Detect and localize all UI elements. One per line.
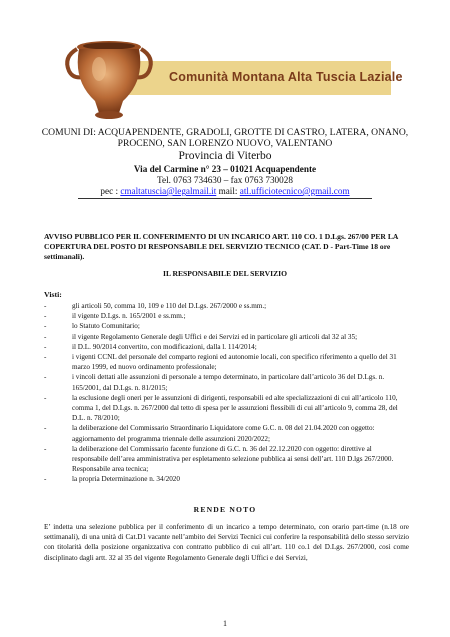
responsabile-heading: IL RESPONSABILE DEL SERVIZIO	[162, 269, 288, 278]
rende-noto-heading: RENDE NOTO	[193, 505, 257, 514]
list-item: - gli articoli 50, comma 10, 109 e 110 del D.Lgs. 267/2000 e ss.mm.;	[44, 302, 267, 310]
header-divider	[78, 198, 372, 199]
list-item-text: i vigenti CCNL del personale del comparto regioni ed autonomie locali, con specifico riferimento a quello del 31 marzo 1999, ed nuovo ordinamento professionale;	[72, 353, 397, 372]
list-item-text: la deliberazione del Commissario Straordinario Liquidatore come G.C. n. 08 del 21.04.2020 con oggetto: aggiornamento del programma triennale delle assunzioni 2020/2022;	[72, 424, 375, 443]
mail-prefix: mail:	[216, 186, 240, 196]
list-item-text: la deliberazione del Commissario facente funzione di G.C. n. 36 del 22.12.2020 con oggetto: direttive al responsabile dell’area amministrativa per espletamento selezione pubblica ai sensi dell’art. 110 D.lgs 267/2000. Responsabile area tecnica;	[72, 444, 394, 474]
notice-body-paragraph: E’ indetta una selezione pubblica per il conferimento di un incarico a tempo determinato, con orario part-time (n.18 ore settimanali), di una unità di Cat.D1 vacante nell’ambito dei Servizi Tecnici cui conferire la responsabilità dello stesso servizio con titolarità della posizione organizzativa con contratto pubblico di cui all’art. 110 co.1 del D.Lgs. 267/2000, così come disciplinato dagli artt. 32 al 35 del vigente Regolamento Generale degli Uffici e dei Servizi,	[44, 523, 409, 562]
list-item-text: i vincoli dettati alle assunzioni di personale a tempo determinato, in particolare dall’articolo 36 del D.Lgs. n. 165/2001, dal D.Lgs. n. 81/2015;	[72, 373, 385, 392]
header-banner	[59, 31, 403, 125]
notice-title: AVVISO PUBBLICO PER IL CONFERIMENTO DI UN INCARICO ART. 110 CO. 1 D.Lgs. 267/00 PER LA COPERTURA DEL POSTO DI RESPONSABILE DEL SERVIZIO TECNICO (CAT. D - Part-Time 18 ore settimanali).	[44, 232, 398, 261]
address-line: Via del Carmine n° 23 – 01021 Acquapendente	[133, 164, 317, 174]
banner-title: Comunità Montana Alta Tuscia Laziale	[169, 70, 403, 84]
list-item: - la esclusione degli oneri per le assunzioni di dirigenti, responsabili ed alte specializzazioni di cui all’articolo 110, comma 1, del D.Lgs. n. 267/2000 dal tetto di spesa per le assunzioni flessibili di cui all’articolo 9, comma 28, del D.L. n. 78/2010;	[44, 393, 398, 423]
list-item: - il D.L. 90/2014 convertito, con modificazioni, dalla l. 114/2014;	[44, 342, 257, 351]
list-item: - il vigente D.Lgs. n. 165/2001 e ss.mm.;	[44, 312, 186, 321]
amphora-logo-icon	[59, 31, 159, 125]
list-item-text: gli articoli 50, comma 10, 109 e 110 del D.Lgs. 267/2000 e ss.mm.;	[72, 302, 267, 310]
phone-fax-line: Tel. 0763 734630 – fax 0763 730028	[157, 175, 293, 185]
list-item-text: il vigente D.Lgs. n. 165/2001 e ss.mm.;	[72, 312, 186, 321]
list-item-text: lo Statuto Comunitario;	[72, 322, 140, 331]
list-item: - il vigente Regolamento Generale degli Uffici e dei Servizi ed in particolare gli articoli dal 32 al 35;	[44, 332, 358, 341]
visti-list	[44, 301, 409, 485]
visti-label: Visti:	[44, 290, 62, 299]
list-item: - lo Statuto Comunitario;	[44, 322, 140, 331]
list-item: - la deliberazione del Commissario Straordinario Liquidatore come G.C. n. 08 del 21.04.2020 con oggetto: aggiornamento del programma triennale delle assunzioni 2020/2022;	[44, 424, 375, 443]
comuni-line-2: PROCENO, SAN LORENZO NUOVO, VALENTANO	[117, 138, 333, 149]
mail-email-link[interactable]: atl.ufficiotecnico@gmail.com	[239, 186, 350, 196]
list-item-text: il vigente Regolamento Generale degli Uffici e dei Servizi ed in particolare gli articoli dal 32 al 35;	[72, 332, 358, 341]
list-item: - la propria Determinazione n. 34/2020	[44, 475, 180, 484]
list-item-text: il D.L. 90/2014 convertito, con modificazioni, dalla l. 114/2014;	[72, 342, 257, 351]
list-item: - i vincoli dettati alle assunzioni di personale a tempo determinato, in particolare dall’articolo 36 del D.Lgs. n. 165/2001, dal D.Lgs. n. 81/2015;	[44, 373, 385, 392]
comuni-line-1: COMUNI DI: ACQUAPENDENTE, GRADOLI, GROTTE DI CASTRO, LATERA, ONANO,	[41, 127, 409, 138]
list-item: - la deliberazione del Commissario facente funzione di G.C. n. 36 del 22.12.2020 con oggetto: direttive al responsabile dell’area amministrativa per espletamento selezione pubblica ai sensi dell’art. 110 D.lgs 267/2000. Responsabile area tecnica;	[44, 444, 394, 474]
list-item: - i vigenti CCNL del personale del comparto regioni ed autonomie locali, con specifico riferimento a quello del 31 marzo 1999, ed nuovo ordinamento professionale;	[44, 353, 397, 372]
contact-emails-line	[0, 186, 450, 197]
page-number: 1	[223, 619, 227, 628]
list-item-text: la propria Determinazione n. 34/2020	[72, 475, 180, 484]
list-item-text: la esclusione degli oneri per le assunzioni di dirigenti, responsabili ed alte specializzazioni di cui all’articolo 110, comma 1, del D.Lgs. n. 267/2000 dal tetto di spesa per le assunzioni flessibili di cui all’articolo 9, comma 28, del D.L. n. 78/2010;	[72, 393, 398, 423]
pec-email-link[interactable]: cmaltatuscia@legalmail.it	[120, 186, 217, 196]
provincia-label: Provincia di Viterbo	[178, 150, 272, 162]
pec-prefix: pec :	[100, 186, 121, 196]
